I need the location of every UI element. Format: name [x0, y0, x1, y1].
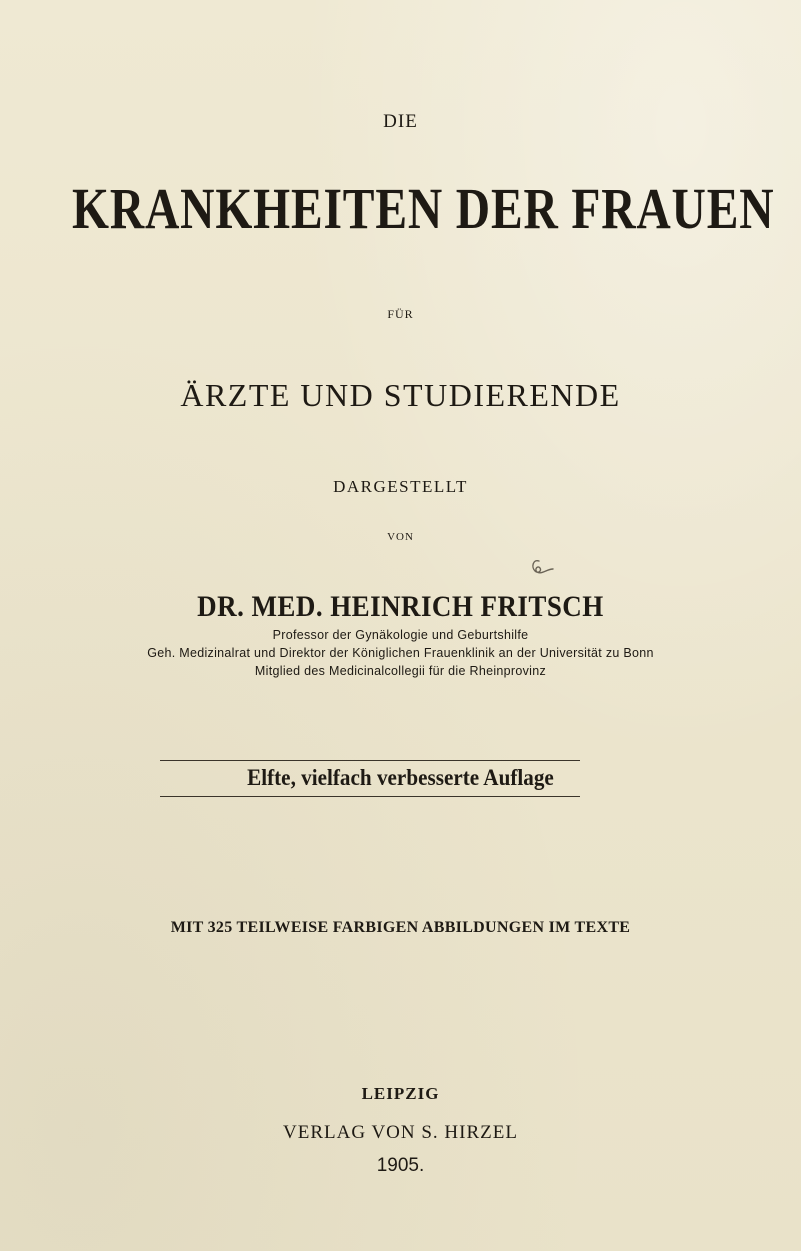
edition-rule-top	[160, 760, 580, 761]
publication-place: LEIPZIG	[361, 1084, 440, 1103]
publication-year: 1905.	[376, 1155, 425, 1176]
edition-rule-bottom	[160, 796, 580, 797]
illustrations-note: MIT 325 TEILWEISE FARBIGEN ABBILDUNGEN IM TEXTE	[170, 919, 631, 936]
presented-label: DARGESTELLT	[333, 477, 468, 496]
publisher-name: VERLAG VON S. HIRZEL	[283, 1122, 518, 1143]
audience-title: ÄRZTE UND STUDIERENDE	[180, 377, 621, 413]
handwritten-mark-icon	[529, 557, 555, 579]
author-credential: Mitglied des Medicinalcollegii für die Rheinprovinz	[254, 664, 547, 678]
author-name: DR. MED. HEINRICH FRITSCH	[197, 590, 604, 623]
author-credential: Geh. Medizinalrat und Direktor der Königlichen Frauenklinik an der Universität zu Bonn	[147, 646, 654, 660]
edition-statement: Elfte, vielfach verbesserte Auflage	[247, 765, 554, 790]
by-label: VON	[387, 531, 414, 543]
main-title: KRANKHEITEN DER FRAUEN	[72, 176, 775, 241]
title-prefix: DIE	[383, 111, 418, 132]
author-credential: Professor der Gynäkologie und Geburtshilfe	[272, 628, 529, 642]
for-label: FÜR	[387, 307, 414, 321]
